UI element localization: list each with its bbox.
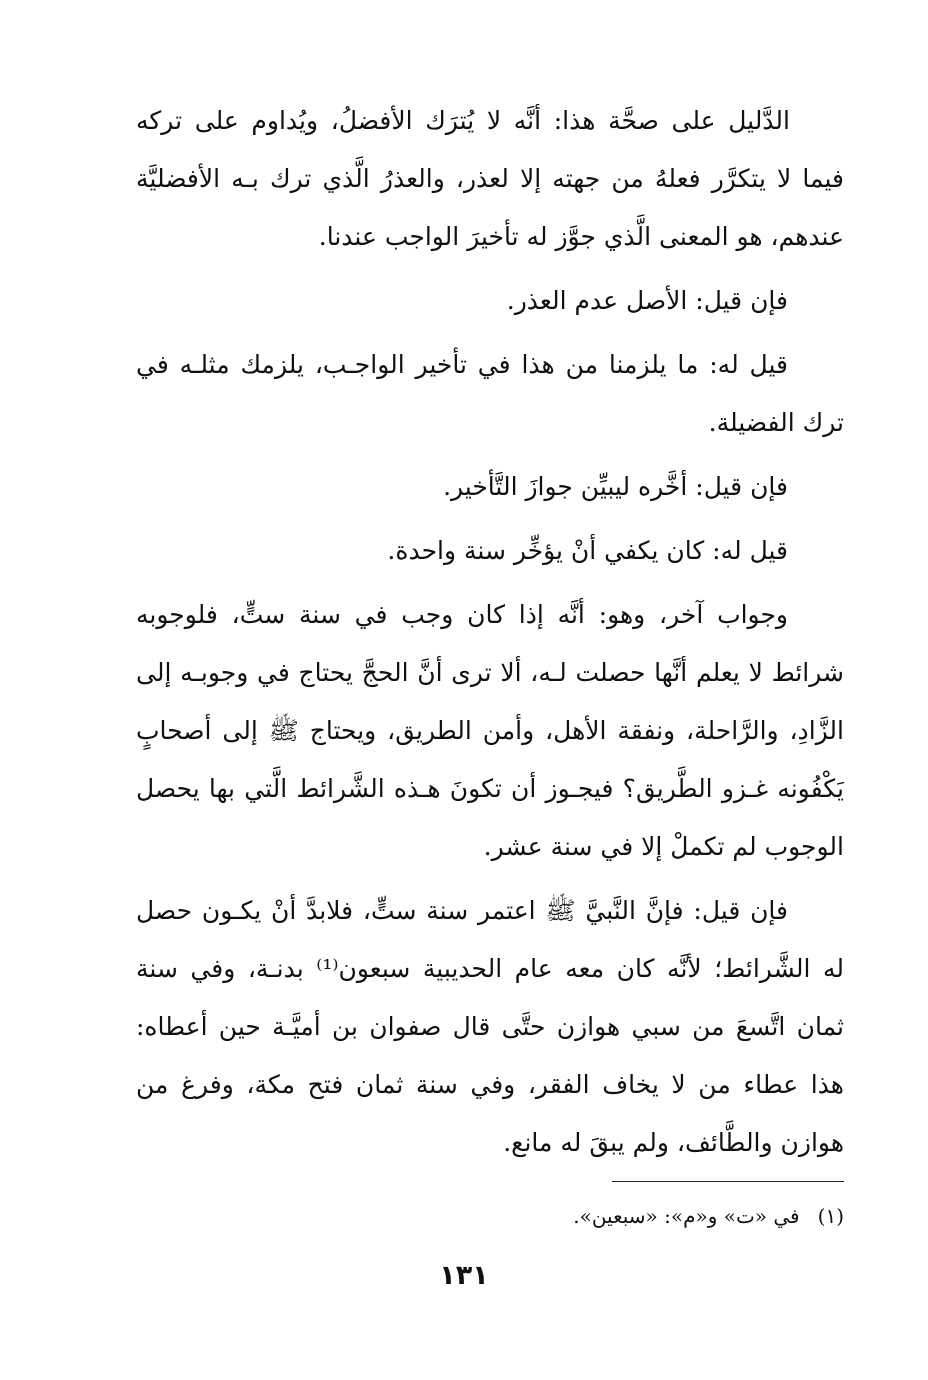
footnote-text: في «ت» و«م»: «سبعين». (573, 1204, 800, 1228)
paragraph-4: فإن قيل: أخَّره ليبيِّن جوازَ التَّأخير. (443, 472, 788, 501)
page-number: ١٣١ (439, 1260, 489, 1291)
paragraph-5: قيل له: كان يكفي أنْ يؤخِّر سنة واحدة. (387, 536, 788, 565)
paragraph-3: قيل له: ما يلزمنا من هذا في تأخير الواجـب، يلزمك مثلـه في ترك الفضيلة. (136, 350, 844, 437)
main-text (136, 92, 844, 1178)
footnote-divider (612, 1181, 844, 1182)
footnote-number: (١) (817, 1204, 844, 1228)
paragraph-6: وجواب آخر، وهو: أنَّه إذا كان وجب في سنة ستٍّ، فلوجوبه شرائط لا يعلم أنَّها حصلت لـه، ألا ترى أنَّ الحجَّ يحتاج في وجوبـه إلى الزَّادِ، والرَّاحلة، ونفقة الأهل، وأمن الطريق، ويحتاج ﷺ إلى أصحابٍ يَكْفُونه غـزو الطَّريق؟ فيجـوز أن تكونَ هـذه الشَّرائط الَّتي بها يحصل الوجوب لم تكملْ إلا في سنة عشر. (136, 600, 844, 861)
paragraph-1: الدَّليل على صحَّة هذا: أنَّه لا يُترَك الأفضلُ، ويُداوم على تركه فيما لا يتكرَّر فعلهُ من جهته إلا لعذر، والعذرُ الَّذي ترك بـه الأفضليَّة عندهم، هو المعنى الَّذي جوَّز له تأخيرَ الواجب عندنا. (136, 106, 844, 251)
paragraph-7: فإن قيل: فإنَّ النَّبيَّ ﷺ اعتمر سنة ستٍّ، فلابدَّ أنْ يكـون حصل له الشَّرائط؛ لأنَّه كان معه عام الحديبية سبعون⁽¹⁾ بدنـة، وفي سنة ثمان اتَّسعَ من سبي هوازن حتَّى قال صفوان بن أميَّـة حين أعطاه: هذا عطاء من لا يخاف الفقر، وفي سنة ثمان فتح مكة، وفرغ من هوازن والطَّائف، ولم يبقَ له مانع. (136, 896, 844, 1157)
paragraph-2: فإن قيل: الأصل عدم العذر. (506, 286, 788, 315)
footnote (300, 1198, 844, 1234)
